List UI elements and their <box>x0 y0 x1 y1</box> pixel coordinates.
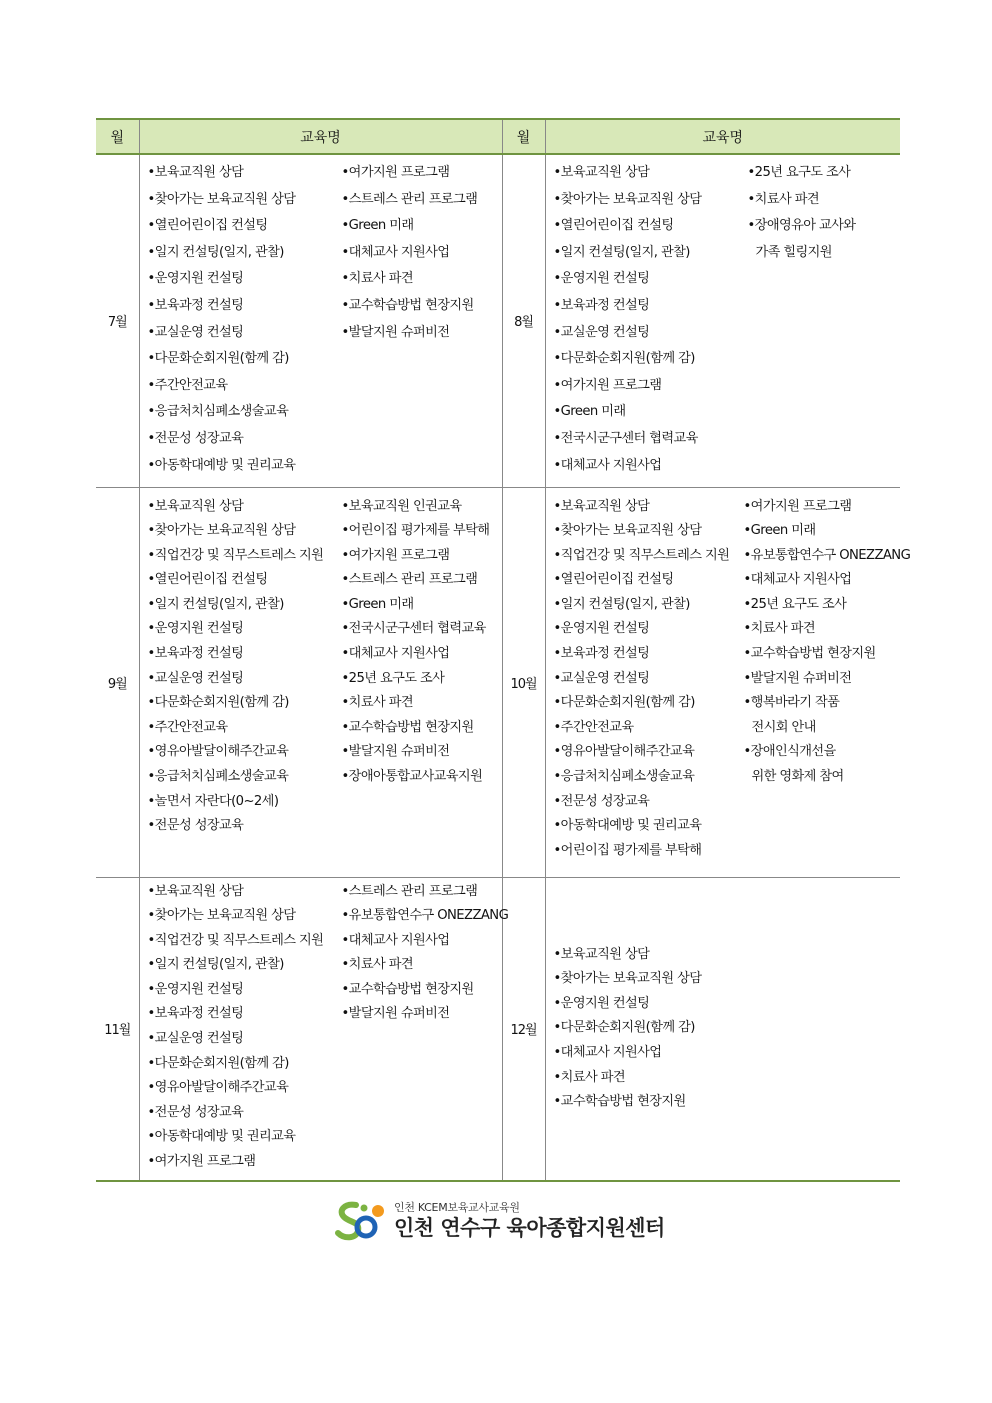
list-item: •보육교직원 상담 <box>147 883 244 899</box>
list-item: •보육교직원 상담 <box>147 498 244 514</box>
header-month: 월 <box>96 119 139 154</box>
course-cell <box>139 154 502 487</box>
month-cell: 10월 <box>502 487 545 877</box>
list-item: •보육교직원 인권교육 <box>341 498 462 514</box>
month-cell: 9월 <box>96 487 139 877</box>
list-item: •치료사 파견 <box>341 271 413 287</box>
list-item: •직업건강 및 직무스트레스 지원 <box>147 932 324 948</box>
course-cell <box>139 877 509 1181</box>
list-item: •아동학대예방 및 권리교육 <box>553 818 702 834</box>
list-item: •유보통합연수구 ONEZZANG <box>743 547 911 563</box>
course-cell <box>139 487 502 877</box>
list-item: 전시회 안내 <box>751 719 816 735</box>
course-list <box>148 880 342 1175</box>
list-item: •다문화순회지원(함께 감) <box>553 695 695 711</box>
month-cell: 12월 <box>502 877 545 1181</box>
list-item: •영유아발달이해주간교육 <box>147 1080 289 1096</box>
list-item: •운영지원 컨설팅 <box>147 621 244 637</box>
list-item: •다문화순회지원(함께 감) <box>553 1020 695 1036</box>
list-item: •응급처치심폐소생술교육 <box>553 769 695 785</box>
list-item: •열린어린이집 컨설팅 <box>147 218 268 234</box>
list-item: •열린어린이집 컨설팅 <box>553 218 674 234</box>
list-item: •보육과정 컨설팅 <box>147 1006 244 1022</box>
list-item: •장애아통합교사교육지원 <box>341 769 483 785</box>
list-item: •대체교사 지원사업 <box>743 572 852 588</box>
list-item: •Green 미래 <box>341 218 414 234</box>
list-item: •25년 요구도 조사 <box>747 165 851 180</box>
list-item: •스트레스 관리 프로그램 <box>341 572 478 588</box>
list-item: •장애인식개선을 <box>743 744 836 760</box>
list-item: •치료사 파견 <box>553 1069 625 1085</box>
list-item: •응급처치심폐소생술교육 <box>147 404 289 420</box>
list-item: •교수학습방법 현장지원 <box>341 981 474 997</box>
list-item: •교실운영 컨설팅 <box>147 670 244 686</box>
list-item: •일지 컨설팅(일지, 관찰) <box>553 244 690 260</box>
logo-title: 인천 연수구 육아종합지원센터 <box>394 1216 665 1240</box>
list-item: •행복바라기 작품 <box>743 695 840 711</box>
list-item: •아동학대예방 및 권리교육 <box>147 1129 296 1145</box>
course-list <box>554 495 744 864</box>
list-item: •일지 컨설팅(일지, 관찰) <box>553 596 690 612</box>
course-list <box>148 495 342 839</box>
row-sep-oct <box>96 487 900 877</box>
course-cell <box>545 154 900 487</box>
list-item: •발달지원 슈퍼비전 <box>341 744 450 760</box>
list-item: •여가지원 프로그램 <box>341 547 450 563</box>
list-item: •다문화순회지원(함께 감) <box>147 695 289 711</box>
list-item: •일지 컨설팅(일지, 관찰) <box>147 244 284 260</box>
month-cell: 11월 <box>96 877 139 1181</box>
list-item: •일지 컨설팅(일지, 관찰) <box>147 596 284 612</box>
list-item: •찾아가는 보육교직원 상담 <box>147 523 296 539</box>
course-list <box>148 160 342 479</box>
list-item: •교실운영 컨설팅 <box>553 670 650 686</box>
list-item: •전국시군구센터 협력교육 <box>341 621 486 637</box>
list-item: •보육과정 컨설팅 <box>147 646 244 662</box>
list-item: •일지 컨설팅(일지, 관찰) <box>147 957 284 973</box>
list-item: •스트레스 관리 프로그램 <box>341 191 478 207</box>
list-item: •놀면서 자란다(0~2세) <box>147 793 279 809</box>
list-item: •발달지원 슈퍼비전 <box>743 670 852 686</box>
footer-logo <box>334 1197 674 1245</box>
list-item: •여가지원 프로그램 <box>743 498 852 514</box>
course-cell <box>545 877 900 1181</box>
list-item: •보육과정 컨설팅 <box>553 297 650 313</box>
list-item: •열린어린이집 컨설팅 <box>147 572 268 588</box>
table-header <box>96 119 900 154</box>
list-item: •직업건강 및 직무스트레스 지원 <box>553 547 730 563</box>
list-item: •주간안전교육 <box>147 377 228 393</box>
list-item: •장애영유아 교사와 <box>747 218 856 234</box>
list-item: •다문화순회지원(함께 감) <box>553 351 695 367</box>
list-item: •열린어린이집 컨설팅 <box>553 572 674 588</box>
list-item: 가족 힐링지원 <box>755 244 832 260</box>
list-item: •Green 미래 <box>743 523 816 539</box>
list-item: •전문성 성장교육 <box>147 818 244 834</box>
header-course: 교육명 <box>139 119 502 154</box>
list-item: •발달지원 슈퍼비전 <box>341 324 450 340</box>
logo-subtitle: 인천 KCEM보육교사교육원 <box>394 1201 520 1214</box>
list-item: •보육교직원 상담 <box>553 946 650 962</box>
header-course-2: 교육명 <box>545 119 900 154</box>
course-list <box>554 160 748 479</box>
list-item: •주간안전교육 <box>147 719 228 735</box>
row-nov-dec <box>96 877 900 1181</box>
list-item: •전문성 성장교육 <box>147 430 244 446</box>
course-list <box>748 160 901 266</box>
list-item: •다문화순회지원(함께 감) <box>147 1055 289 1071</box>
course-list <box>342 495 502 790</box>
course-list <box>341 880 509 1028</box>
list-item: •교수학습방법 현장지원 <box>553 1094 686 1110</box>
list-item: •Green 미래 <box>553 404 626 420</box>
list-item: •보육과정 컨설팅 <box>553 646 650 662</box>
schedule-table <box>96 118 911 1182</box>
list-item: •운영지원 컨설팅 <box>147 271 244 287</box>
list-item: •발달지원 슈퍼비전 <box>341 1006 450 1022</box>
list-item: •여가지원 프로그램 <box>553 377 662 393</box>
list-item: •전문성 성장교육 <box>553 793 650 809</box>
row-jul-aug <box>96 154 900 487</box>
month-cell: 7월 <box>96 154 139 487</box>
list-item: •보육과정 컨설팅 <box>147 297 244 313</box>
list-item: •어린이집 평가제를 부탁해 <box>341 523 490 539</box>
list-item: •교수학습방법 현장지원 <box>341 297 474 313</box>
list-item: •대체교사 지원사업 <box>341 244 450 260</box>
list-item: •여가지원 프로그램 <box>147 1154 256 1170</box>
list-item: •찾아가는 보육교직원 상담 <box>147 908 296 924</box>
list-item: •영유아발달이해주간교육 <box>147 744 289 760</box>
list-item: •보육교직원 상담 <box>553 165 650 180</box>
list-item: •다문화순회지원(함께 감) <box>147 351 289 367</box>
list-item: •전문성 성장교육 <box>147 1104 244 1120</box>
course-list <box>743 495 911 790</box>
list-item: •치료사 파견 <box>743 621 815 637</box>
list-item: •치료사 파견 <box>341 957 413 973</box>
list-item: •찾아가는 보육교직원 상담 <box>553 523 702 539</box>
course-list <box>342 160 502 346</box>
list-item: •운영지원 컨설팅 <box>147 981 244 997</box>
list-item: •Green 미래 <box>341 596 414 612</box>
list-item: •교실운영 컨설팅 <box>147 324 244 340</box>
list-item: •치료사 파견 <box>747 191 819 207</box>
list-item: •보육교직원 상담 <box>147 165 244 180</box>
list-item: •교실운영 컨설팅 <box>147 1031 244 1047</box>
list-item: •찾아가는 보육교직원 상담 <box>553 191 702 207</box>
course-cell <box>545 487 911 877</box>
list-item: •대체교사 지원사업 <box>553 457 662 473</box>
list-item: •여가지원 프로그램 <box>341 165 450 180</box>
list-item: •운영지원 컨설팅 <box>553 995 650 1011</box>
list-item: •영유아발달이해주간교육 <box>553 744 695 760</box>
header-month-2: 월 <box>502 119 545 154</box>
list-item: •운영지원 컨설팅 <box>553 621 650 637</box>
list-item: •운영지원 컨설팅 <box>553 271 650 287</box>
list-item: •찾아가는 보육교직원 상담 <box>553 971 702 987</box>
list-item: •어린이집 평가제를 부탁해 <box>553 842 702 858</box>
list-item: •찾아가는 보육교직원 상담 <box>147 191 296 207</box>
month-cell: 8월 <box>502 154 545 487</box>
list-item: •교수학습방법 현장지원 <box>341 719 474 735</box>
course-list <box>554 943 854 1115</box>
list-item: •교실운영 컨설팅 <box>553 324 650 340</box>
list-item: •25년 요구도 조사 <box>341 670 445 686</box>
list-item: •25년 요구도 조사 <box>743 596 847 612</box>
list-item: •스트레스 관리 프로그램 <box>341 883 478 899</box>
list-item: 위한 영화제 참여 <box>751 769 844 785</box>
list-item: •보육교직원 상담 <box>553 498 650 514</box>
list-item: •응급처치심폐소생술교육 <box>147 769 289 785</box>
list-item: •직업건강 및 직무스트레스 지원 <box>147 547 324 563</box>
list-item: •유보통합연수구 ONEZZANG <box>341 908 509 924</box>
list-item: •전국시군구센터 협력교육 <box>553 430 698 446</box>
list-item: •주간안전교육 <box>553 719 634 735</box>
list-item: •아동학대예방 및 권리교육 <box>147 457 296 473</box>
list-item: •대체교사 지원사업 <box>341 932 450 948</box>
list-item: •교수학습방법 현장지원 <box>743 646 876 662</box>
list-item: •치료사 파견 <box>341 695 413 711</box>
list-item: •대체교사 지원사업 <box>341 646 450 662</box>
center-logo-icon <box>334 1199 386 1243</box>
list-item: •대체교사 지원사업 <box>553 1045 662 1061</box>
